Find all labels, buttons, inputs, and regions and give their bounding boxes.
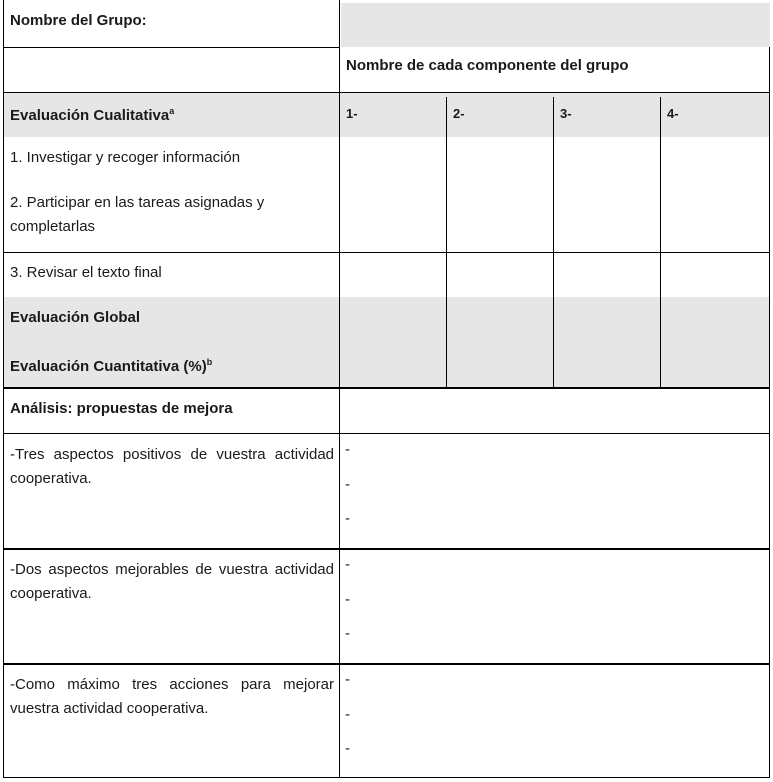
- bullet[interactable]: -: [345, 706, 350, 723]
- analysis-prompt-actions: -Como máximo tres acciones para mejorar vuestra actividad cooperativa.: [10, 676, 334, 717]
- member-4: 4-: [667, 106, 679, 121]
- bullet[interactable]: -: [345, 625, 350, 642]
- bullet[interactable]: -: [345, 441, 350, 458]
- bullet[interactable]: -: [345, 591, 350, 608]
- bullet[interactable]: -: [345, 476, 350, 493]
- analysis-heading: Análisis: propuestas de mejora: [10, 400, 233, 417]
- members-heading: Nombre de cada componente del grupo: [346, 57, 629, 74]
- bullet[interactable]: -: [345, 510, 350, 527]
- criterion-3: 3. Revisar el texto final: [10, 264, 162, 281]
- group-name-input[interactable]: [341, 3, 770, 47]
- analysis-prompt-improvable: -Dos aspectos mejorables de vuestra actividad cooperativa.: [10, 561, 334, 602]
- footnote-b: b: [206, 357, 213, 367]
- group-name-label: Nombre del Grupo:: [10, 12, 147, 29]
- bullet[interactable]: -: [345, 556, 350, 573]
- quantitative-label: [4, 344, 340, 379]
- analysis-prompt-positive: -Tres aspectos positivos de vuestra actividad cooperativa.: [10, 446, 334, 487]
- member-1: 1-: [346, 106, 358, 121]
- footnote-a: a: [169, 106, 175, 116]
- bullet[interactable]: -: [345, 671, 350, 688]
- qualitative-label-text: Evaluación Cualitativa: [10, 107, 170, 124]
- quantitative-label-text: Evaluación Cuantitativa (%): [10, 358, 207, 375]
- qualitative-label: [4, 93, 340, 128]
- criterion-1: 1. Investigar y recoger información: [10, 149, 241, 166]
- global-label: Evaluación Global: [10, 309, 141, 326]
- criterion-2: 2. Participar en las tareas asignadas y completarlas: [10, 194, 265, 235]
- bullet[interactable]: -: [345, 740, 350, 757]
- member-3: 3-: [560, 106, 572, 121]
- member-2: 2-: [453, 106, 465, 121]
